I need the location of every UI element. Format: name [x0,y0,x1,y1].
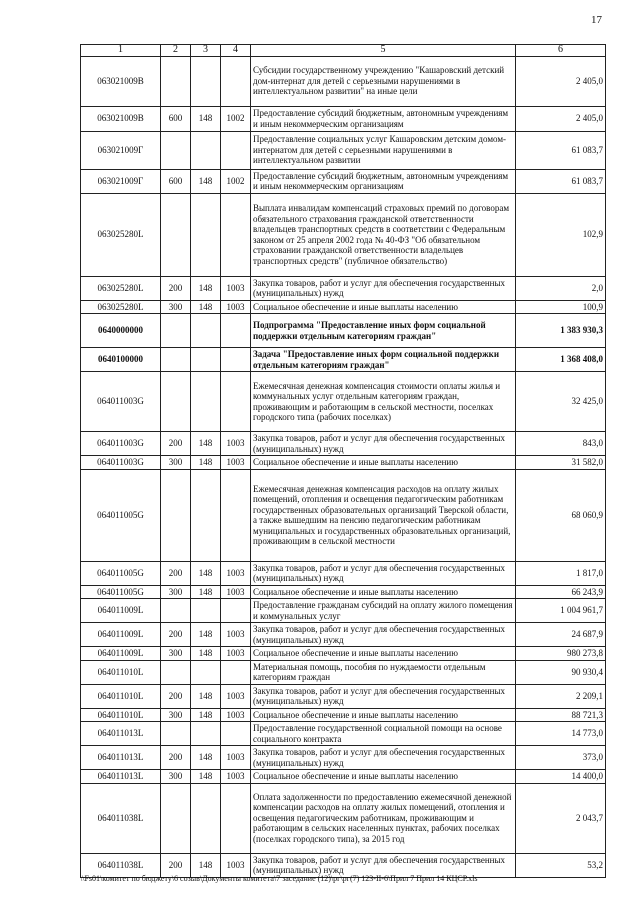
row-agency-code [191,599,221,623]
row-description: Социальное обеспечение и иные выплаты населению [251,456,516,470]
row-description: Предоставление субсидий бюджетным, автономным учреждениям и иным некоммерческим организациям [251,169,516,193]
row-code: 064011003G [81,432,161,456]
row-section-code: 1002 [221,106,251,131]
row-description: Закупка товаров, работ и услуг для обеспечения государственных (муниципальных) нужд [251,853,516,877]
row-agency-code [191,469,221,561]
row-amount: 102,9 [516,193,606,276]
row-section-code: 1003 [221,708,251,722]
row-type-code: 200 [161,746,191,770]
table-row [81,276,606,300]
row-description: Ежемесячная денежная компенсация стоимости оплаты жилья и коммунальных услуг отдельным категориям граждан, проживающим и работающим в сельской местности, поселках городского типа (рабочих поселках) [251,372,516,432]
row-amount: 1 383 930,3 [516,314,606,348]
row-type-code [161,56,191,106]
row-description: Социальное обеспечение и иные выплаты населению [251,708,516,722]
row-agency-code: 148 [191,169,221,193]
row-type-code: 200 [161,276,191,300]
row-code: 064011003G [81,372,161,432]
row-agency-code: 148 [191,623,221,647]
table-row [81,623,606,647]
row-code: 063025280L [81,300,161,314]
row-description: Предоставление гражданам субсидий на оплату жилого помещения и коммунальных услуг [251,599,516,623]
row-type-code: 300 [161,770,191,784]
row-type-code: 300 [161,708,191,722]
table-row [81,684,606,708]
table-row [81,783,606,853]
row-amount: 373,0 [516,746,606,770]
table-row [81,372,606,432]
row-agency-code: 148 [191,432,221,456]
row-agency-code: 148 [191,456,221,470]
row-description: Субсидии государственному учреждению "Кашаровский детский дом-интернат для детей с серьезными нарушениями в интеллектуальном развитии" на иные цели [251,56,516,106]
row-section-code [221,193,251,276]
row-agency-code [191,131,221,169]
row-code: 064011010L [81,684,161,708]
row-type-code [161,599,191,623]
row-code: 0640100000 [81,348,161,372]
row-description: Материальная помощь, пособия по нуждаемости отдельным категориям граждан [251,660,516,684]
row-description: Закупка товаров, работ и услуг для обеспечения государственных (муниципальных) нужд [251,276,516,300]
row-amount: 843,0 [516,432,606,456]
table-row [81,131,606,169]
row-section-code [221,314,251,348]
row-section-code [221,131,251,169]
row-code: 064011009L [81,647,161,661]
row-amount: 14 773,0 [516,722,606,746]
row-description: Социальное обеспечение и иные выплаты населению [251,647,516,661]
row-code: 0640000000 [81,314,161,348]
row-section-code [221,722,251,746]
row-type-code: 600 [161,169,191,193]
header-col-4: 4 [221,45,251,57]
row-section-code: 1003 [221,746,251,770]
row-code: 063025280L [81,193,161,276]
header-col-3: 3 [191,45,221,57]
table-row [81,193,606,276]
row-amount: 1 817,0 [516,561,606,585]
row-type-code [161,660,191,684]
row-description: Социальное обеспечение и иные выплаты населению [251,300,516,314]
row-section-code [221,783,251,853]
table-row [81,456,606,470]
row-section-code: 1003 [221,770,251,784]
row-section-code: 1003 [221,585,251,599]
row-description: Задача "Предоставление иных форм социальной поддержки отдельным категориям граждан" [251,348,516,372]
row-amount: 100,9 [516,300,606,314]
row-code: 064011005G [81,561,161,585]
row-section-code: 1003 [221,456,251,470]
table-row [81,469,606,561]
row-amount: 2 405,0 [516,106,606,131]
row-description: Оплата задолженности по предоставлению ежемесячной денежной компенсации расходов на оплату жилых помещений, отопления и освещения педагогическим работникам, проживающим и работающим в сельских населенных пунктах, рабочих поселках (поселках городского типа), за 2015 год [251,783,516,853]
row-code: 064011010L [81,660,161,684]
row-description: Социальное обеспечение и иные выплаты населению [251,585,516,599]
table-row [81,169,606,193]
row-amount: 53,2 [516,853,606,877]
row-code: 064011005G [81,585,161,599]
table-row [81,314,606,348]
row-amount: 61 083,7 [516,131,606,169]
row-code: 063021009Г [81,169,161,193]
row-type-code [161,783,191,853]
row-section-code: 1003 [221,432,251,456]
table-row [81,746,606,770]
row-section-code: 1003 [221,300,251,314]
row-code: 064011003G [81,456,161,470]
row-type-code: 300 [161,300,191,314]
row-section-code [221,348,251,372]
page-number: 17 [591,14,602,26]
row-type-code: 300 [161,585,191,599]
row-agency-code: 148 [191,684,221,708]
table-header-row [81,45,606,57]
row-code: 064011005G [81,469,161,561]
row-amount: 68 060,9 [516,469,606,561]
row-code: 064011013L [81,770,161,784]
row-section-code: 1003 [221,561,251,585]
row-description: Выплата инвалидам компенсаций страховых премий по договорам обязательного страхования гражданской ответственности владельцев транспортных средств в соответствии с Федеральным законом от 25 апреля 2002 года № 40-ФЗ "Об обязательном страховании гражданской ответственности владельцев транспортных средств" (публичное обязательство) [251,193,516,276]
header-col-5: 5 [251,45,516,57]
row-amount: 31 582,0 [516,456,606,470]
row-type-code: 200 [161,853,191,877]
row-type-code [161,722,191,746]
row-amount: 90 930,4 [516,660,606,684]
row-agency-code [191,372,221,432]
table-row [81,56,606,106]
row-type-code: 200 [161,623,191,647]
row-code: 064011038L [81,853,161,877]
row-description: Подпрограмма "Предоставление иных форм социальной поддержки отдельным категориям граждан" [251,314,516,348]
table-row [81,106,606,131]
row-code: 064011013L [81,746,161,770]
row-type-code: 200 [161,684,191,708]
row-description: Предоставление государственной социальной помощи на основе социального контракта [251,722,516,746]
row-agency-code [191,783,221,853]
row-amount: 2,0 [516,276,606,300]
row-section-code: 1003 [221,684,251,708]
row-code: 063021009Г [81,131,161,169]
row-amount: 2 043,7 [516,783,606,853]
row-description: Закупка товаров, работ и услуг для обеспечения государственных (муниципальных) нужд [251,623,516,647]
row-code: 063025280L [81,276,161,300]
row-amount: 32 425,0 [516,372,606,432]
row-amount: 61 083,7 [516,169,606,193]
header-col-1: 1 [81,45,161,57]
row-description: Закупка товаров, работ и услуг для обеспечения государственных (муниципальных) нужд [251,561,516,585]
row-type-code [161,193,191,276]
row-amount: 1 004 961,7 [516,599,606,623]
row-description: Закупка товаров, работ и услуг для обеспечения государственных (муниципальных) нужд [251,684,516,708]
row-agency-code [191,722,221,746]
row-section-code [221,660,251,684]
row-description: Закупка товаров, работ и услуг для обеспечения государственных (муниципальных) нужд [251,432,516,456]
table-row [81,722,606,746]
table-row [81,660,606,684]
row-agency-code [191,660,221,684]
table-row [81,585,606,599]
row-code: 064011009L [81,599,161,623]
row-amount: 14 400,0 [516,770,606,784]
table-row [81,348,606,372]
row-section-code: 1003 [221,853,251,877]
row-type-code [161,131,191,169]
row-type-code [161,348,191,372]
row-type-code: 300 [161,647,191,661]
row-type-code [161,372,191,432]
row-type-code: 200 [161,561,191,585]
row-type-code: 300 [161,456,191,470]
row-code: 063021009В [81,56,161,106]
row-code: 064011010L [81,708,161,722]
budget-table [80,44,606,878]
row-amount: 2 405,0 [516,56,606,106]
row-agency-code: 148 [191,708,221,722]
row-description: Предоставление социальных услуг Кашаровским детским домом-интернатом для детей с серьезными нарушениями в интеллектуальном развитии [251,131,516,169]
table-row [81,770,606,784]
row-agency-code: 148 [191,746,221,770]
row-amount: 2 209,1 [516,684,606,708]
row-description: Предоставление субсидий бюджетным, автономным учреждениям и иным некоммерческим организациям [251,106,516,131]
row-description: Социальное обеспечение и иные выплаты населению [251,770,516,784]
table-row [81,432,606,456]
row-section-code: 1003 [221,276,251,300]
row-amount: 88 721,3 [516,708,606,722]
row-section-code [221,56,251,106]
row-agency-code [191,348,221,372]
row-agency-code: 148 [191,770,221,784]
row-agency-code: 148 [191,300,221,314]
row-agency-code: 148 [191,853,221,877]
row-type-code [161,469,191,561]
row-agency-code: 148 [191,106,221,131]
row-description: Закупка товаров, работ и услуг для обеспечения государственных (муниципальных) нужд [251,746,516,770]
row-agency-code [191,56,221,106]
table-row [81,300,606,314]
row-amount: 66 243,9 [516,585,606,599]
row-code: 063021009В [81,106,161,131]
file-path-footer: \\Fs01\комитет по бюджету\6 созыв\Документы комитета\7 заседание (12)\рг\рг(7) 123-II-6\Прил 7 Прил 14 КЦСР.xls [80,874,478,883]
row-code: 064011013L [81,722,161,746]
row-code: 064011009L [81,623,161,647]
row-agency-code [191,314,221,348]
header-col-2: 2 [161,45,191,57]
row-section-code [221,599,251,623]
row-code: 064011038L [81,783,161,853]
row-agency-code: 148 [191,585,221,599]
row-agency-code: 148 [191,276,221,300]
header-col-6: 6 [516,45,606,57]
row-agency-code: 148 [191,561,221,585]
row-agency-code [191,193,221,276]
row-description: Ежемесячная денежная компенсация расходов на оплату жилых помещений, отопления и освещения педагогическим работникам государственных образовательных организаций Тверской области, а также вышедшим на пенсию педагогическим работникам муниципальных и государственных образовательных организаций, проживающим в сельской местности [251,469,516,561]
row-section-code [221,469,251,561]
row-amount: 980 273,8 [516,647,606,661]
row-section-code: 1003 [221,647,251,661]
row-amount: 1 368 408,0 [516,348,606,372]
row-amount: 24 687,9 [516,623,606,647]
row-type-code: 600 [161,106,191,131]
row-section-code: 1002 [221,169,251,193]
row-section-code [221,372,251,432]
table-row [81,708,606,722]
row-type-code [161,314,191,348]
table-row [81,647,606,661]
row-type-code: 200 [161,432,191,456]
row-agency-code: 148 [191,647,221,661]
row-section-code: 1003 [221,623,251,647]
table-row [81,599,606,623]
table-row [81,561,606,585]
